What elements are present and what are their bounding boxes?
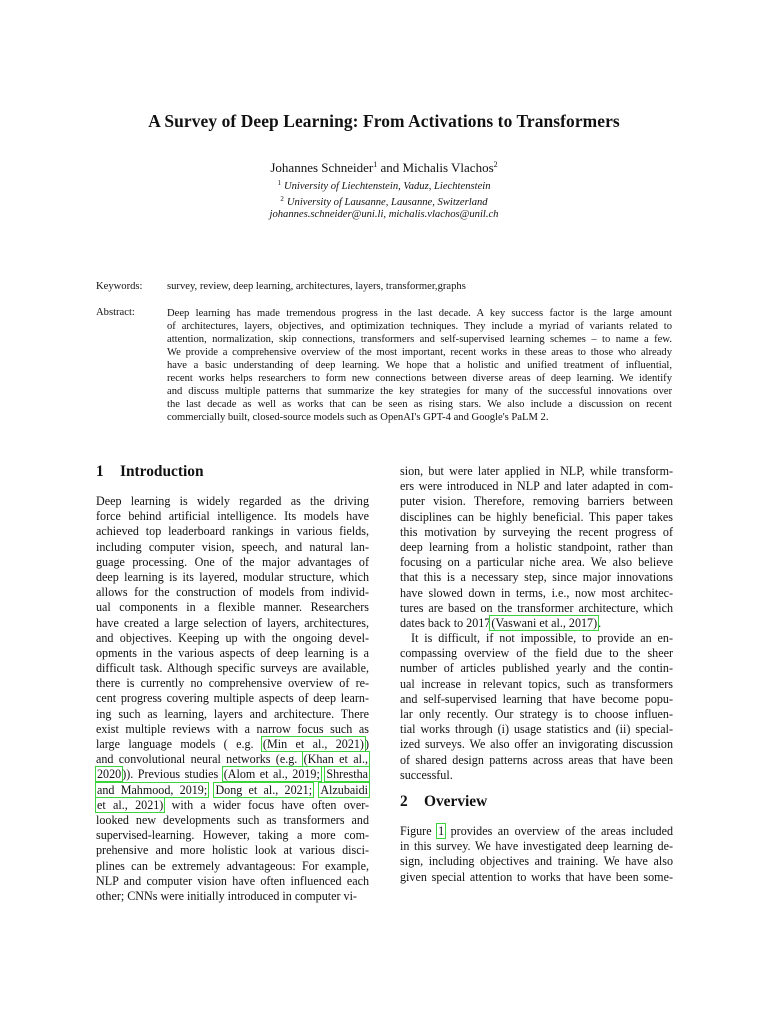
text-line: and discuss multiple patterns that summarize the key strategies for many of the successful innovations over — [167, 386, 672, 397]
section-number: 1 — [96, 463, 104, 480]
author-name: Johannes Schneider — [270, 160, 374, 175]
text-line: in this survey. We have investigated deep learning de- — [400, 839, 673, 854]
text-line: supervised-learning. However, taking a more com- — [96, 828, 369, 843]
text-span: )). Previous studies — [122, 767, 223, 782]
text-line — [96, 798, 369, 813]
affiliation-text: University of Liechtenstein, Vaduz, Liechtenstein — [283, 181, 491, 192]
keywords-label: Keywords: — [96, 281, 143, 292]
text-line: ual increase in relevant topics, such as transformers — [400, 676, 673, 691]
text-line: given special attention to works that have been some- — [400, 869, 673, 884]
text-line: opments in the various aspects of deep learning is a — [96, 645, 369, 660]
text-span: . — [598, 615, 602, 630]
overview-body — [400, 824, 673, 885]
text-line: deep learning from a holistic standpoint, rather than — [400, 539, 673, 554]
text-line: compassing overview of the field due to the sheer — [400, 646, 673, 661]
text-line — [96, 737, 369, 752]
text-line: including computer vision, speech, and natural lan- — [96, 539, 369, 554]
text-span: dates back to 2017 — [400, 615, 491, 630]
text-line: exist multiple reviews with a narrow focus such as — [96, 721, 369, 736]
text-line: allows for the construction of models from individ- — [96, 585, 369, 600]
text-line: have a basic understanding of deep learning. We hope that a holistic and unified treatment of influential, — [167, 360, 672, 371]
text-span: and convolutional neural networks (e.g. — [96, 752, 303, 767]
text-span: Figure — [400, 824, 438, 838]
text-line: We provide a comprehensive overview of the most important, recent works in these areas to those who already — [167, 347, 672, 358]
text-line: looked new developments such as transformers and — [96, 812, 369, 827]
affiliation-marker: 2 — [493, 160, 498, 169]
text-line: successful. — [400, 767, 453, 782]
citation-link[interactable]: 1 — [438, 824, 445, 838]
text-line: other; CNNs were initially introduced in computer vi- — [96, 888, 357, 903]
text-line: and self-supervised learning that have become popu- — [400, 691, 673, 706]
text-line — [400, 824, 673, 839]
text-line: ing such as learning, layers and architecture. There — [96, 706, 369, 721]
text-line: Deep learning is widely regarded as the driving — [96, 494, 369, 508]
text-line: lar only recently. Our strategy is to choose influen- — [400, 707, 673, 721]
text-line: focusing on a particular niche area. We also believe — [400, 555, 673, 570]
text-line: have created a large selection of layers, architectures, — [96, 615, 369, 630]
affiliation-marker: 1 — [373, 160, 378, 169]
text-line: ers were introduced in NLP and later adapted in com- — [400, 479, 673, 494]
keywords-text: survey, review, deep learning, architectures, layers, transformer,graphs — [167, 281, 466, 292]
section-heading-overview — [400, 793, 487, 811]
citation-link[interactable]: et al., 2021) — [97, 797, 164, 812]
citation-link[interactable]: (Min et al., 2021) — [262, 737, 364, 751]
affiliation-text: University of Lausanne, Lausanne, Switzerland — [286, 197, 488, 208]
text-line: there is currently no comprehensive overview of re- — [96, 676, 369, 691]
text-line: guage processing. One of the major advantages of — [96, 554, 369, 569]
text-line — [96, 767, 369, 782]
text-span: provides an overview of the areas included — [445, 824, 673, 838]
text-line: number of articles published yearly and the contin- — [400, 661, 673, 676]
text-line — [400, 616, 673, 631]
text-line: of architectures, layers, objectives, and optimization techniques. They include a myriad of variants related to — [167, 321, 672, 332]
citation-link[interactable]: (Vaswani et al., 2017) — [491, 615, 598, 630]
text-line: sign, including objectives and training. We have also — [400, 854, 673, 869]
text-line: attention, normalization, skip connections, transformers and self-supervised learning schemes – to name a few. — [167, 334, 672, 345]
text-line: force behind artificial intelligence. Its models have — [96, 509, 369, 524]
text-line: and objectives. Keeping up with the ongoing devel- — [96, 630, 369, 645]
text-line: deep learning is its layered, modular structure, which — [96, 569, 369, 584]
text-line: puter vision. Therefore, removing barriers between — [400, 494, 673, 509]
text-line: this motivation by surveying the recent progress of — [400, 524, 673, 539]
section-title: Overview — [424, 793, 488, 810]
text-line — [96, 783, 369, 798]
text-span: with a wider focus have often over- — [164, 797, 370, 812]
text-line: that this is a necessary step, since major innovations — [400, 570, 673, 585]
text-line: tial works through (i) usage statistics and (ii) special- — [400, 722, 673, 737]
text-line: ized surveys. We also offer an invigorating discussion — [400, 737, 673, 752]
text-line: have slowed down in terms, i.e., now most architec- — [400, 585, 673, 600]
text-line: plines can be extremely advantageous: For example, — [96, 858, 369, 873]
right-column-body — [400, 464, 673, 783]
affiliation-marker: 2 — [280, 195, 284, 203]
citation-link[interactable]: Alzubaidi — [320, 782, 369, 797]
text-line: disciplines can be highly beneficial. This paper takes — [400, 509, 673, 524]
citation-link[interactable]: Shrestha — [326, 767, 369, 782]
text-line: It is difficult, if not impossible, to provide an en- — [411, 631, 673, 646]
citation-link[interactable]: Dong et al., 2021; — [215, 782, 313, 797]
affiliation — [0, 195, 768, 208]
affiliation-marker: 1 — [277, 179, 281, 187]
text-line: sion, but were later applied in NLP, while transform- — [400, 464, 673, 478]
text-line: tures are based on the transformer architecture, which — [400, 600, 673, 615]
text-line: difficult task. Although specific surveys are available, — [96, 661, 369, 676]
section-title: Introduction — [120, 463, 204, 480]
author-line — [0, 160, 768, 176]
author-name: Michalis Vlachos — [402, 160, 494, 175]
text-line: Deep learning has made tremendous progress in the last decade. A key success factor is the large amount — [167, 308, 672, 319]
citation-link[interactable]: and Mahmood, 2019; — [97, 782, 208, 797]
section-number: 2 — [400, 793, 408, 810]
text-line: prehensive and more holistic look at various disci- — [96, 843, 369, 858]
text-line: of shared design patterns across areas that have been — [400, 752, 673, 767]
affiliation — [0, 179, 768, 192]
text-line: achieved top leaderboard rankings in various fields, — [96, 524, 369, 539]
text-span: large language models ( e.g. — [96, 737, 262, 751]
abstract-body — [167, 307, 672, 424]
paper-title: A Survey of Deep Learning: From Activations to Transformers — [148, 111, 620, 131]
citation-link[interactable]: (Khan et al., — [303, 752, 368, 767]
text-span: ) — [364, 737, 369, 751]
text-line: the last decade as well as works that can be seen as rising stars. We also include a discussion on recent — [167, 399, 672, 410]
author-conjunction: and — [380, 160, 400, 175]
text-line: cent progress covering multiple aspects of deep learn- — [96, 691, 369, 706]
text-line: NLP and computer vision have often influenced each — [96, 873, 369, 888]
text-line: commercially built, closed-source models such as OpenAI's GPT-4 and Google's PaLM 2. — [167, 412, 549, 423]
citation-link[interactable]: 2020 — [97, 767, 122, 782]
text-line: ual components in a flexible manner. Researchers — [96, 600, 369, 615]
text-line: recent works helps researchers to form new connections between diverse areas of deep learning. We identify — [167, 373, 672, 384]
text-line — [96, 752, 369, 767]
section-heading-introduction — [96, 463, 204, 481]
left-column-body — [96, 494, 369, 904]
author-emails: johannes.schneider@uni.li, michalis.vlachos@unil.ch — [269, 209, 499, 220]
abstract-label: Abstract: — [96, 307, 135, 318]
citation-link[interactable]: (Alom et al., 2019; — [223, 767, 320, 782]
